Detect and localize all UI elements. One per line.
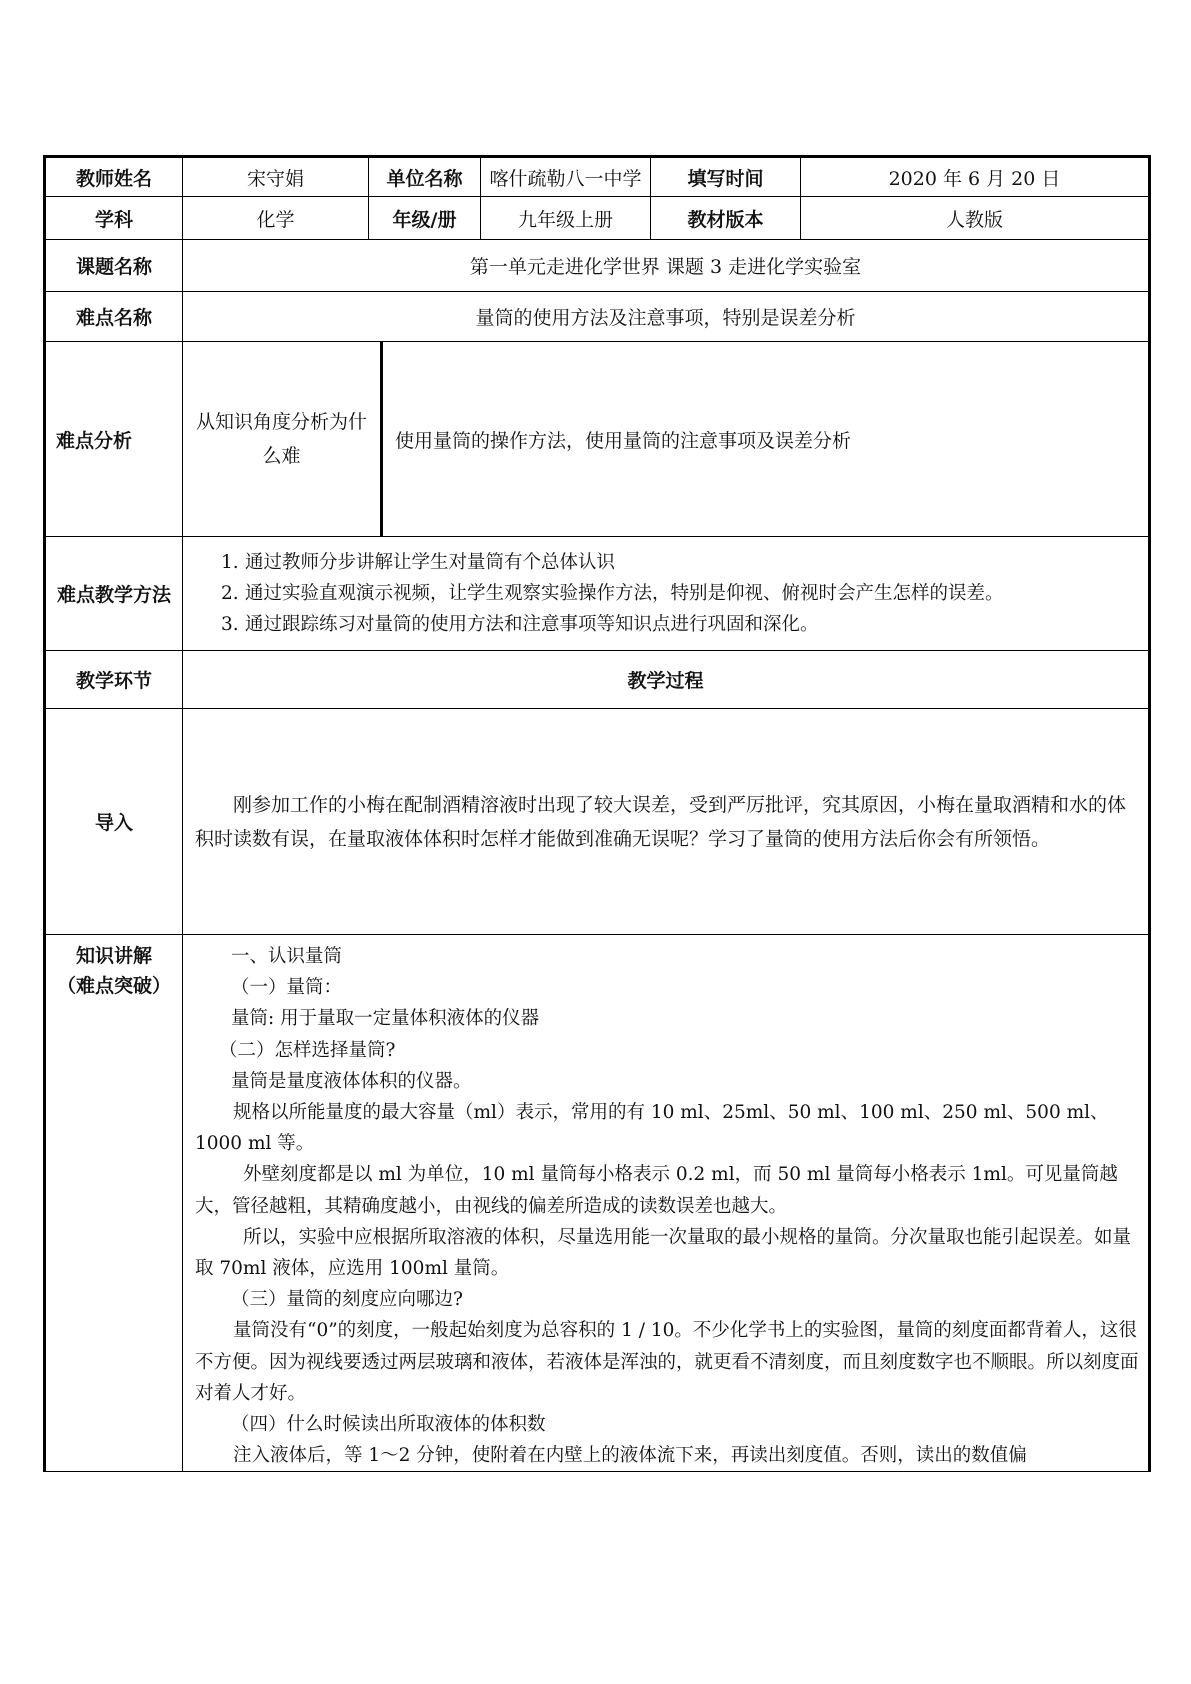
intro-label: 导入 xyxy=(45,709,183,935)
subject-label: 学科 xyxy=(45,197,183,240)
process-label: 教学环节 xyxy=(45,651,183,709)
analysis-value: 使用量筒的操作方法，使用量筒的注意事项及误差分析 xyxy=(395,429,852,452)
list-item: 3. 通过跟踪练习对量筒的使用方法和注意事项等知识点进行巩固和深化。 xyxy=(221,614,819,635)
date-label: 填写时间 xyxy=(651,157,801,197)
knowledge-line: 量筒: 用于量取一定量体积液体的仪器 xyxy=(231,1008,540,1030)
knowledge-line: 量筒没有“0”的刻度，一般起始刻度为总容积的 1 / 10。不少化学书上的实验图，量筒的刻度面都背着人，这很不方便。因为视线要透过两层玻璃和液体，若液体是浑浊的，就更看不清刻度，而且刻度数字也不顺眼。所以刻度面对着人才好。 xyxy=(195,1320,1139,1404)
knowledge-line: 一、认识量筒 xyxy=(231,946,343,967)
knowledge-row xyxy=(45,935,1150,1472)
date-value: 2020 年 6 月 20 日 xyxy=(801,157,1150,197)
intro-row xyxy=(45,709,1150,935)
analysis-cell xyxy=(183,342,1150,537)
teacher-value: 宋守娟 xyxy=(183,157,369,197)
knowledge-line: 规格以所能量度的最大容量（ml）表示，常用的有 10 ml、25ml、50 ml、100 ml、250 ml、500 ml、1000 ml 等。 xyxy=(195,1102,1109,1155)
analysis-sub-label: 从知识角度分析为什么难 xyxy=(183,342,383,536)
unit-value: 喀什疏勒八一中学 xyxy=(481,157,651,197)
list-item: 1. 通过教师分步讲解让学生对量筒有个总体认识 xyxy=(221,552,616,573)
knowledge-line: （二）怎样选择量筒? xyxy=(219,1039,396,1061)
methods-row xyxy=(45,537,1150,651)
header-row-1 xyxy=(45,157,1150,197)
process-value: 教学过程 xyxy=(183,651,1150,709)
knowledge-line: 所以，实验中应根据所取溶液的体积，尽量选用能一次量取的最小规格的量筒。分次量取也能引起误差。如量取 70ml 液体，应选用 100ml 量筒。 xyxy=(195,1226,1132,1280)
knowledge-line: 量筒是量度液体体积的仪器。 xyxy=(231,1070,472,1092)
topic-value: 第一单元走进化学世界 课题 3 走进化学实验室 xyxy=(183,240,1150,292)
grade-label: 年级/册 xyxy=(369,197,481,240)
subject-value: 化学 xyxy=(183,197,369,240)
knowledge-line: （一）量筒： xyxy=(231,977,343,999)
knowledge-line: 注入液体后，等 1～2 分钟，使附着在内壁上的液体流下来，再读出刻度值。否则，读出的数值偏 xyxy=(233,1445,1027,1467)
knowledge-line: （四）什么时候读出所取液体的体积数 xyxy=(231,1414,546,1436)
methods-list xyxy=(183,547,1148,640)
lesson-plan-form xyxy=(43,155,1148,1472)
difficulty-value: 量筒的使用方法及注意事项，特别是误差分析 xyxy=(183,292,1150,342)
lesson-plan-table xyxy=(43,155,1151,1472)
grade-value: 九年级上册 xyxy=(481,197,651,240)
difficulty-row xyxy=(45,292,1150,342)
process-header-row xyxy=(45,651,1150,709)
knowledge-label: 知识讲解 （难点突破） xyxy=(45,935,183,1472)
intro-text: 刚参加工作的小梅在配制酒精溶液时出现了较大误差，受到严厉批评，究其原因，小梅在量取酒精和水的体积时读数有误，在量取液体体积时怎样才能做到准确无误呢？学习了量筒的使用方法后你会有所领悟。 xyxy=(195,793,1127,850)
methods-label: 难点教学方法 xyxy=(45,537,183,651)
topic-row xyxy=(45,240,1150,292)
unit-label: 单位名称 xyxy=(369,157,481,197)
analysis-label: 难点分析 xyxy=(45,342,183,537)
knowledge-body xyxy=(183,935,1148,1471)
knowledge-line: 外壁刻度都是以 ml 为单位，10 ml 量筒每小格表示 0.2 ml，而 50 ml 量筒每小格表示 1ml。可见量筒越大，管径越粗，其精确度越小，由视线的偏差所造成的读数误差也越大。 xyxy=(195,1164,1118,1217)
teacher-label: 教师姓名 xyxy=(45,157,183,197)
intro-cell xyxy=(183,709,1150,935)
knowledge-line: （三）量筒的刻度应向哪边? xyxy=(231,1289,463,1311)
analysis-row xyxy=(45,342,1150,537)
header-row-2 xyxy=(45,197,1150,240)
topic-label: 课题名称 xyxy=(45,240,183,292)
difficulty-label: 难点名称 xyxy=(45,292,183,342)
knowledge-cell xyxy=(183,935,1150,1472)
edition-value: 人教版 xyxy=(801,197,1150,240)
methods-cell xyxy=(183,537,1150,651)
edition-label: 教材版本 xyxy=(651,197,801,240)
list-item: 2. 通过实验直观演示视频，让学生观察实验操作方法，特别是仰视、俯视时会产生怎样的误差。 xyxy=(221,583,1004,604)
